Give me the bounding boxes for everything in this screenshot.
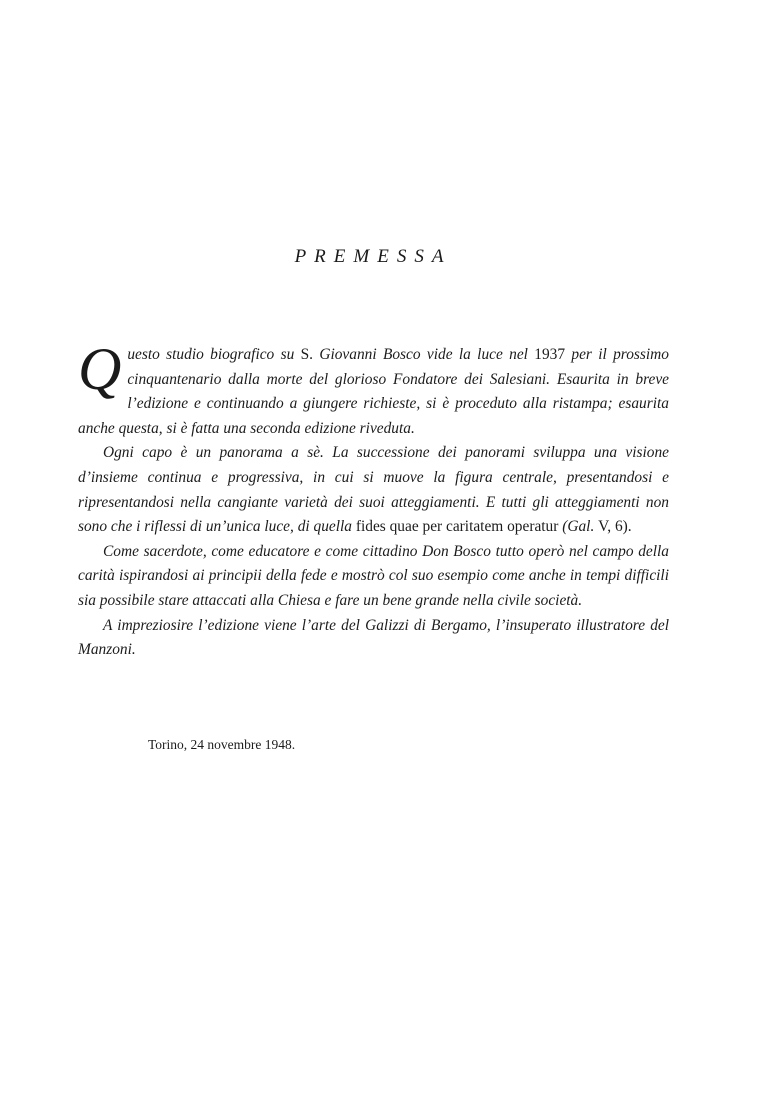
body-text [78,336,669,663]
paragraph-2 [78,441,669,539]
paragraph-2-text-1: Ogni capo è un panorama a sè. La successione dei panorami sviluppa una visione d’insieme continua e progressiva, in cui si muove la figura centrale, presentandosi e ripresentandosi nella cangiante varietà dei suoi atteggiamenti. E tutti gli atteggiamenti non sono che i riflessi di un’unica luce, di quella [78,444,669,536]
paragraph-2-citation: V, 6). [598,518,632,536]
drop-cap: Q [78,336,122,402]
paragraph-1-text-3: Giovanni Bosco vide la luce nel [319,346,535,363]
paragraph-3-text: Come sacerdote, come educatore e come cittadino Don Bosco tutto operò nel campo della carità ispirandosi ai principii della fede e mostrò col suo esempio come anche in tempi difficili sia possibile stare attaccati alla Chiesa e fare un bene grande nella civile società. [78,542,669,609]
paragraph-4-text: A impreziosire l’edizione viene l’arte del Galizzi di Bergamo, l’insuperato illustratore del Manzoni. [78,616,669,659]
paragraph-1-text-2: S. [300,346,320,363]
paragraph-2-latin-quote: fides quae per caritatem operatur [355,518,559,536]
paragraph-1-text-5: per il prossimo cinquantenario dalla morte del glorioso Fondatore dei Salesiani. Esaurita in breve l’edizione e continuando a giungere richieste, si è proceduto alla ristampa; esaurita anche questa, si è fatta una seconda edizione riveduta. [78,346,669,437]
paragraph-1 [78,336,669,441]
paragraph-1-text-1: uesto studio biografico su [127,346,301,363]
paragraph-3 [78,540,669,614]
page-heading: PREMESSA [294,246,452,267]
place-date-signoff: Torino, 24 novembre 1948. [148,737,296,752]
paragraph-2-text-3: (Gal. [558,518,599,536]
paragraph-4 [78,614,669,663]
paragraph-1-year: 1937 [534,346,566,363]
